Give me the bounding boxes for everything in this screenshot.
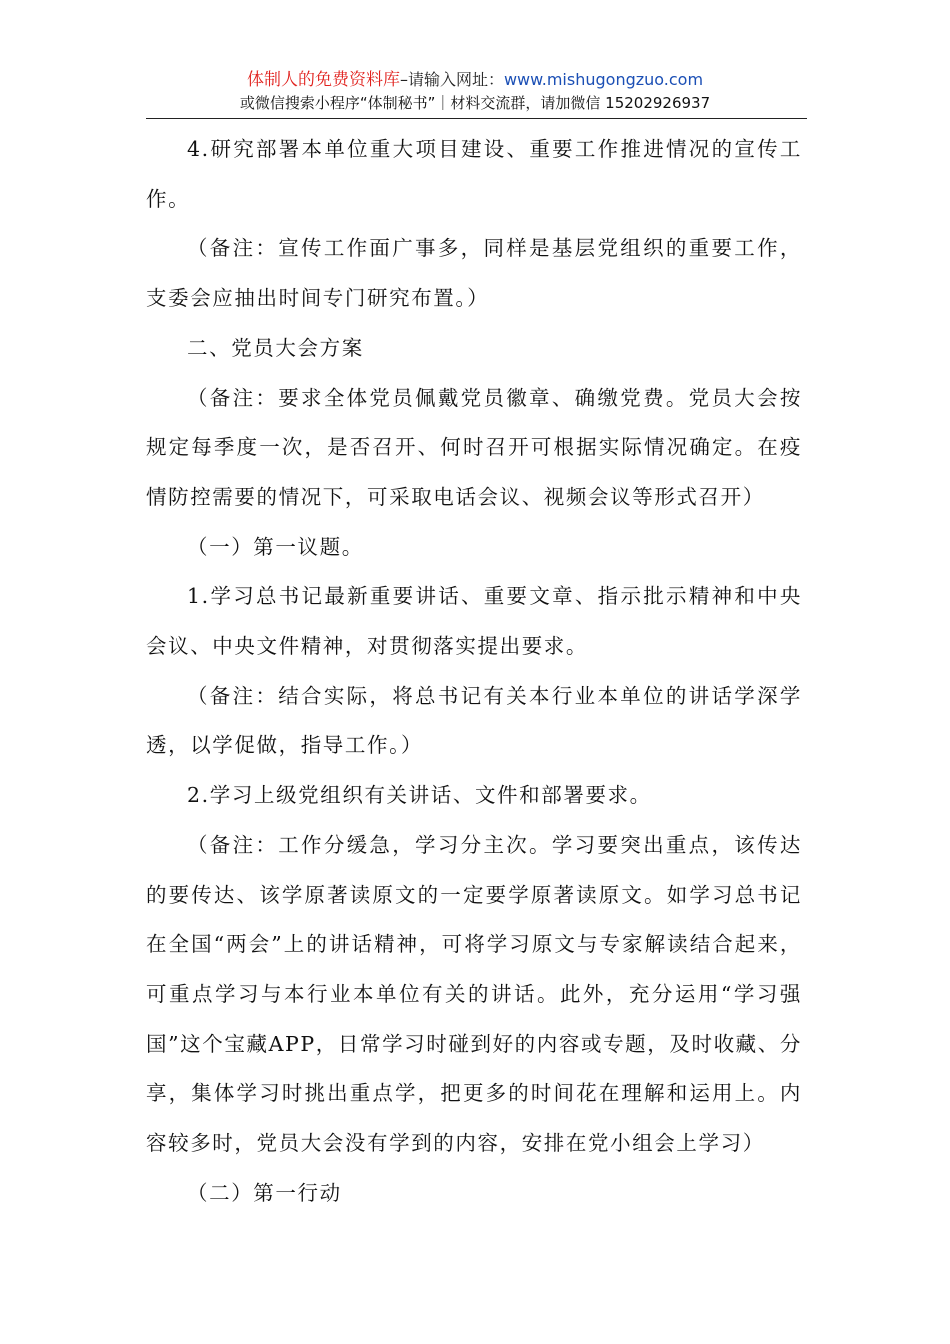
- subsection-heading: （一）第一议题。: [187, 534, 364, 559]
- header-brand: 体制人的免费资料库: [246, 70, 400, 90]
- section-heading: 二、党员大会方案: [187, 335, 364, 360]
- paragraph: （备注：结合实际，将总书记有关本行业本单位的讲话学深学透，以学促做，指导工作。）: [146, 683, 802, 758]
- subsection-heading: （二）第一行动: [187, 1180, 342, 1205]
- paragraph: 1.学习总书记最新重要讲话、重要文章、指示批示精神和中央会议、中央文件精神，对贯彻落实提出要求。: [146, 584, 802, 659]
- paragraph: 4.研究部署本单位重大项目建设、重要工作推进情况的宣传工作。: [146, 137, 802, 211]
- paragraph: （备注：工作分缓急，学习分主次。学习要突出重点，该传达的要传达、该学原著读原文的一定要学原著读原文。如学习总书记在全国“两会”上的讲话精神，可将学习原文与专家解读结合起来，可重点学习与本行业本单位有关的讲话。此外，充分运用“学习强国”这个宝藏APP，日常学习时碰到好的内容或专题，及时收藏、分享，集体学习时挑出重点学，把更多的时间花在理解和运用上。内容较多时，党员大会没有学到的内容，安排在党小组会上学习）: [146, 832, 802, 1156]
- document-body: [146, 125, 802, 1218]
- header-line-2: 或微信搜索小程序“体制秘书”｜材料交流群，请加微信 15202926937: [239, 94, 711, 112]
- paragraph: （备注：宣传工作面广事多，同样是基层党组织的重要工作，支委会应抽出时间专门研究布置。）: [146, 236, 802, 311]
- paragraph: 2.学习上级党组织有关讲话、文件和部署要求。: [187, 783, 652, 808]
- header-prompt: –请输入网址：: [399, 70, 504, 89]
- header-line-1: [0, 68, 950, 92]
- header-url-link[interactable]: www.mishugongzuo.com: [503, 70, 704, 89]
- header-divider: [146, 118, 807, 119]
- page-header: [0, 68, 950, 114]
- paragraph: （备注：要求全体党员佩戴党员徽章、确缴党费。党员大会按规定每季度一次，是否召开、何时召开可根据实际情况确定。在疫情防控需要的情况下，可采取电话会议、视频会议等形式召开）: [146, 385, 802, 509]
